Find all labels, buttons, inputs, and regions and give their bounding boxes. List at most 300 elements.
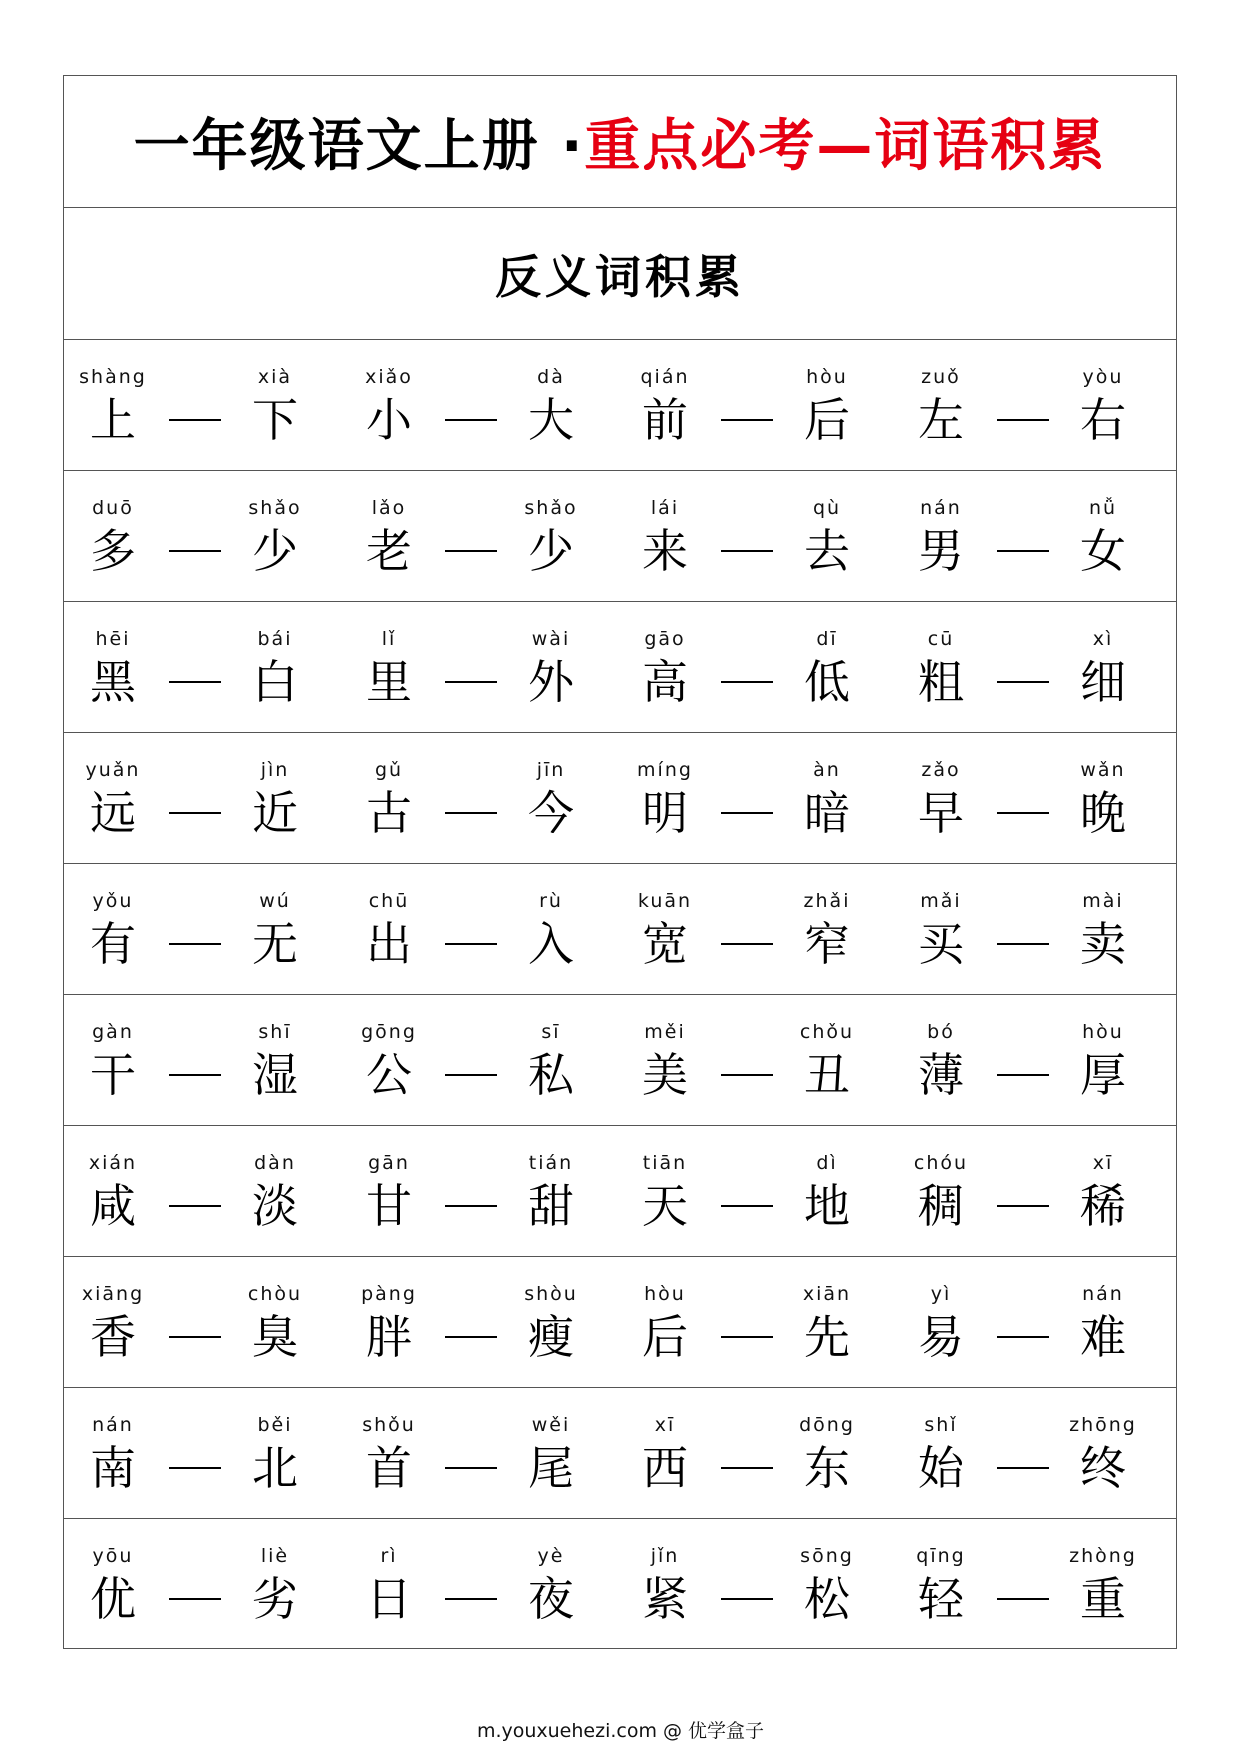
pinyin: jīn (536, 759, 566, 781)
word-right (792, 733, 862, 864)
hanzi: 外 (528, 655, 574, 709)
hanzi: 大 (528, 393, 574, 447)
pinyin: hòu (1082, 1021, 1124, 1043)
pinyin: hòu (644, 1283, 686, 1305)
pinyin: yè (537, 1545, 565, 1567)
dash-separator (721, 1598, 773, 1600)
dash-separator (721, 1336, 773, 1338)
hanzi: 胖 (366, 1310, 412, 1364)
pinyin: shī (258, 1021, 292, 1043)
pinyin: xiān (802, 1283, 852, 1305)
hanzi: 东 (804, 1441, 850, 1495)
hanzi: 去 (804, 524, 850, 578)
pinyin: yōu (92, 1545, 134, 1567)
antonym-pair (354, 1388, 644, 1519)
hanzi: 丑 (804, 1048, 850, 1102)
hanzi: 轻 (918, 1572, 964, 1626)
word-left (354, 340, 424, 471)
word-left (630, 1126, 700, 1257)
footer-credit: m.youxuehezi.com @ 优学盒子 (476, 1720, 765, 1742)
hanzi: 远 (90, 786, 136, 840)
word-right (792, 471, 862, 602)
word-left (354, 1126, 424, 1257)
pinyin: hòu (806, 366, 848, 388)
hanzi: 臭 (252, 1310, 298, 1364)
dash-separator (169, 1598, 221, 1600)
word-right (240, 864, 310, 995)
antonym-row (64, 1257, 1176, 1388)
pinyin: kuān (637, 890, 693, 912)
word-right (792, 1257, 862, 1388)
pinyin: liè (260, 1545, 290, 1567)
hanzi: 晚 (1080, 786, 1126, 840)
antonym-pair (354, 1257, 644, 1388)
word-right (240, 995, 310, 1126)
word-right (516, 1257, 586, 1388)
hanzi: 首 (366, 1441, 412, 1495)
pinyin: dà (537, 366, 565, 388)
antonym-row (64, 864, 1176, 995)
pinyin: wài (531, 628, 571, 650)
hanzi: 高 (642, 655, 688, 709)
section-title: 反义词积累 (64, 208, 1176, 340)
pinyin: chǒu (799, 1021, 855, 1043)
antonym-pair (906, 995, 1196, 1126)
pinyin: zhòng (1069, 1545, 1137, 1567)
pinyin: zǎo (921, 759, 961, 781)
dash-separator (445, 812, 497, 814)
pinyin: shǒu (362, 1414, 416, 1436)
word-right (792, 1519, 862, 1650)
pinyin: bó (927, 1021, 955, 1043)
hanzi: 宽 (642, 917, 688, 971)
pinyin: lǎo (371, 497, 407, 519)
antonym-pair (906, 733, 1196, 864)
antonym-row (64, 340, 1176, 471)
antonym-pair (630, 340, 920, 471)
dash-separator (169, 1336, 221, 1338)
word-left (354, 733, 424, 864)
word-right (792, 602, 862, 733)
pinyin: hēi (95, 628, 131, 650)
word-right (240, 602, 310, 733)
hanzi: 公 (366, 1048, 412, 1102)
word-left (906, 340, 976, 471)
pinyin: dī (816, 628, 838, 650)
hanzi: 少 (252, 524, 298, 578)
pinyin: sī (541, 1021, 561, 1043)
dash-separator (721, 419, 773, 421)
hanzi: 干 (90, 1048, 136, 1102)
word-right (1068, 1388, 1138, 1519)
hanzi: 男 (918, 524, 964, 578)
antonym-pair (906, 1388, 1196, 1519)
antonym-row (64, 1126, 1176, 1257)
dash-separator (997, 419, 1049, 421)
hanzi: 左 (918, 393, 964, 447)
dash-separator (997, 1074, 1049, 1076)
word-left (78, 1126, 148, 1257)
antonym-pair (78, 1126, 368, 1257)
worksheet (63, 75, 1177, 1649)
title-highlight: 重点必考—词语积累 (584, 113, 1107, 179)
title-main: 一年级语文上册 · (133, 113, 585, 179)
hanzi: 美 (642, 1048, 688, 1102)
word-left (78, 1388, 148, 1519)
pinyin: sōng (800, 1545, 854, 1567)
word-left (906, 995, 976, 1126)
antonym-pair (630, 1257, 920, 1388)
hanzi: 后 (804, 393, 850, 447)
hanzi: 粗 (918, 655, 964, 709)
word-right (240, 471, 310, 602)
dash-separator (169, 812, 221, 814)
pinyin: nán (92, 1414, 134, 1436)
word-right (516, 602, 586, 733)
hanzi: 薄 (918, 1048, 964, 1102)
antonym-pair (906, 1257, 1196, 1388)
pinyin: xià (257, 366, 293, 388)
hanzi: 西 (642, 1441, 688, 1495)
hanzi: 私 (528, 1048, 574, 1102)
dash-separator (169, 1205, 221, 1207)
dash-separator (445, 1598, 497, 1600)
word-right (240, 1388, 310, 1519)
hanzi: 日 (366, 1572, 412, 1626)
word-left (78, 602, 148, 733)
pinyin: shàng (79, 366, 147, 388)
pinyin: mài (1082, 890, 1124, 912)
word-left (630, 864, 700, 995)
hanzi: 今 (528, 786, 574, 840)
dash-separator (169, 1074, 221, 1076)
hanzi: 始 (918, 1441, 964, 1495)
pinyin: duō (92, 497, 134, 519)
antonym-row (64, 733, 1176, 864)
antonym-pair (78, 1388, 368, 1519)
word-left (354, 864, 424, 995)
word-right (1068, 471, 1138, 602)
hanzi: 低 (804, 655, 850, 709)
antonym-pair (354, 602, 644, 733)
pinyin: mǎi (920, 890, 962, 912)
hanzi: 甘 (366, 1179, 412, 1233)
pinyin: nán (920, 497, 962, 519)
pinyin: tiān (642, 1152, 688, 1174)
hanzi: 稀 (1080, 1179, 1126, 1233)
word-right (1068, 1257, 1138, 1388)
hanzi: 南 (90, 1441, 136, 1495)
pinyin: qián (640, 366, 690, 388)
word-right (516, 340, 586, 471)
word-right (240, 1257, 310, 1388)
pinyin: bái (257, 628, 293, 650)
word-left (354, 471, 424, 602)
word-left (906, 864, 976, 995)
word-right (792, 1388, 862, 1519)
hanzi: 来 (642, 524, 688, 578)
hanzi: 夜 (528, 1572, 574, 1626)
hanzi: 尾 (528, 1441, 574, 1495)
pinyin: zhōng (1069, 1414, 1137, 1436)
pinyin: shǐ (924, 1414, 958, 1436)
hanzi: 里 (366, 655, 412, 709)
antonym-pair (906, 602, 1196, 733)
antonym-pair (354, 340, 644, 471)
pinyin: gān (368, 1152, 410, 1174)
pinyin: pàng (361, 1283, 417, 1305)
word-right (1068, 733, 1138, 864)
hanzi: 右 (1080, 393, 1126, 447)
hanzi: 优 (90, 1572, 136, 1626)
page-title (64, 76, 1176, 208)
dash-separator (721, 681, 773, 683)
antonym-pair (354, 1126, 644, 1257)
dash-separator (997, 550, 1049, 552)
pinyin: zhǎi (803, 890, 851, 912)
word-left (354, 995, 424, 1126)
pinyin: měi (644, 1021, 686, 1043)
hanzi: 终 (1080, 1441, 1126, 1495)
hanzi: 北 (252, 1441, 298, 1495)
antonym-pair (630, 995, 920, 1126)
word-left (78, 1519, 148, 1650)
pinyin: zuǒ (921, 366, 961, 388)
pinyin: chóu (913, 1152, 969, 1174)
hanzi: 多 (90, 524, 136, 578)
antonym-table (64, 340, 1176, 1650)
antonym-pair (354, 733, 644, 864)
pinyin: wěi (531, 1414, 571, 1436)
antonym-row (64, 1519, 1176, 1650)
hanzi: 卖 (1080, 917, 1126, 971)
word-right (516, 1519, 586, 1650)
word-right (240, 340, 310, 471)
pinyin: yǒu (92, 890, 134, 912)
pinyin: cū (927, 628, 955, 650)
pinyin: míng (637, 759, 693, 781)
word-left (906, 1126, 976, 1257)
hanzi: 女 (1080, 524, 1126, 578)
dash-separator (997, 1336, 1049, 1338)
pinyin: gàn (92, 1021, 134, 1043)
pinyin: qù (812, 497, 842, 519)
hanzi: 厚 (1080, 1048, 1126, 1102)
antonym-pair (906, 1519, 1196, 1650)
hanzi: 暗 (804, 786, 850, 840)
pinyin: xì (1092, 628, 1114, 650)
hanzi: 小 (366, 393, 412, 447)
dash-separator (445, 550, 497, 552)
pinyin: shǎo (524, 497, 578, 519)
word-right (516, 1388, 586, 1519)
word-right (516, 1126, 586, 1257)
word-left (78, 1257, 148, 1388)
antonym-pair (78, 733, 368, 864)
word-left (354, 1257, 424, 1388)
pinyin: dì (816, 1152, 838, 1174)
hanzi: 古 (366, 786, 412, 840)
word-right (1068, 1126, 1138, 1257)
hanzi: 早 (918, 786, 964, 840)
dash-separator (169, 1467, 221, 1469)
hanzi: 劣 (252, 1572, 298, 1626)
hanzi: 重 (1080, 1572, 1126, 1626)
pinyin: gǔ (374, 759, 404, 781)
hanzi: 黑 (90, 655, 136, 709)
hanzi: 天 (642, 1179, 688, 1233)
pinyin: jìn (260, 759, 290, 781)
dash-separator (997, 812, 1049, 814)
antonym-pair (354, 471, 644, 602)
hanzi: 少 (528, 524, 574, 578)
dash-separator (721, 1205, 773, 1207)
antonym-pair (354, 995, 644, 1126)
antonym-pair (78, 864, 368, 995)
dash-separator (721, 550, 773, 552)
word-right (516, 471, 586, 602)
hanzi: 先 (804, 1310, 850, 1364)
dash-separator (445, 1336, 497, 1338)
word-left (354, 1519, 424, 1650)
dash-separator (997, 943, 1049, 945)
antonym-pair (78, 471, 368, 602)
dash-separator (445, 419, 497, 421)
word-right (516, 733, 586, 864)
dash-separator (997, 1598, 1049, 1600)
word-left (906, 733, 976, 864)
word-right (792, 1126, 862, 1257)
hanzi: 湿 (252, 1048, 298, 1102)
hanzi: 地 (804, 1179, 850, 1233)
word-left (354, 602, 424, 733)
antonym-pair (354, 1519, 644, 1650)
hanzi: 明 (642, 786, 688, 840)
hanzi: 紧 (642, 1572, 688, 1626)
word-left (630, 995, 700, 1126)
antonym-pair (78, 340, 368, 471)
pinyin: gōng (361, 1021, 417, 1043)
antonym-pair (630, 1388, 920, 1519)
word-right (792, 864, 862, 995)
antonym-row (64, 602, 1176, 733)
dash-separator (169, 550, 221, 552)
dash-separator (445, 1467, 497, 1469)
dash-separator (721, 943, 773, 945)
hanzi: 细 (1080, 655, 1126, 709)
pinyin: nǚ (1088, 497, 1118, 519)
word-left (78, 471, 148, 602)
pinyin: xián (88, 1152, 138, 1174)
hanzi: 咸 (90, 1179, 136, 1233)
hanzi: 后 (642, 1310, 688, 1364)
hanzi: 易 (918, 1310, 964, 1364)
word-right (240, 1519, 310, 1650)
pinyin: qīng (916, 1545, 966, 1567)
antonym-row (64, 1388, 1176, 1519)
dash-separator (721, 1467, 773, 1469)
word-right (1068, 602, 1138, 733)
antonym-pair (630, 733, 920, 864)
word-left (630, 602, 700, 733)
pinyin: xī (1092, 1152, 1114, 1174)
hanzi: 稠 (918, 1179, 964, 1233)
word-right (792, 340, 862, 471)
hanzi: 松 (804, 1572, 850, 1626)
word-right (516, 995, 586, 1126)
antonym-pair (906, 340, 1196, 471)
dash-separator (169, 419, 221, 421)
hanzi: 出 (366, 917, 412, 971)
antonym-pair (906, 864, 1196, 995)
pinyin: chū (368, 890, 410, 912)
word-right (1068, 864, 1138, 995)
word-left (630, 340, 700, 471)
pinyin: yuǎn (85, 759, 141, 781)
pinyin: gāo (644, 628, 686, 650)
antonym-row (64, 995, 1176, 1126)
word-left (630, 733, 700, 864)
word-left (78, 995, 148, 1126)
pinyin: dōng (799, 1414, 855, 1436)
antonym-pair (78, 1519, 368, 1650)
word-left (78, 864, 148, 995)
hanzi: 香 (90, 1310, 136, 1364)
word-left (906, 471, 976, 602)
hanzi: 入 (528, 917, 574, 971)
word-right (1068, 340, 1138, 471)
pinyin: xiǎo (365, 366, 413, 388)
dash-separator (445, 1205, 497, 1207)
antonym-pair (78, 1257, 368, 1388)
dash-separator (445, 943, 497, 945)
antonym-pair (906, 471, 1196, 602)
dash-separator (997, 681, 1049, 683)
pinyin: xī (654, 1414, 676, 1436)
hanzi: 无 (252, 917, 298, 971)
word-left (906, 1519, 976, 1650)
word-left (630, 1388, 700, 1519)
antonym-pair (354, 864, 644, 995)
word-right (1068, 1519, 1138, 1650)
word-left (354, 1388, 424, 1519)
antonym-row (64, 471, 1176, 602)
antonym-pair (630, 1519, 920, 1650)
word-right (1068, 995, 1138, 1126)
pinyin: nán (1082, 1283, 1124, 1305)
dash-separator (445, 681, 497, 683)
pinyin: běi (257, 1414, 293, 1436)
antonym-pair (78, 602, 368, 733)
dash-separator (997, 1205, 1049, 1207)
antonym-pair (78, 995, 368, 1126)
antonym-pair (630, 602, 920, 733)
hanzi: 淡 (252, 1179, 298, 1233)
word-left (78, 340, 148, 471)
antonym-pair (630, 864, 920, 995)
word-left (78, 733, 148, 864)
dash-separator (169, 681, 221, 683)
pinyin: yì (930, 1283, 952, 1305)
pinyin: dàn (254, 1152, 296, 1174)
word-right (240, 733, 310, 864)
pinyin: rì (380, 1545, 398, 1567)
antonym-pair (630, 1126, 920, 1257)
hanzi: 下 (252, 393, 298, 447)
pinyin: tián (528, 1152, 574, 1174)
dash-separator (721, 1074, 773, 1076)
hanzi: 老 (366, 524, 412, 578)
